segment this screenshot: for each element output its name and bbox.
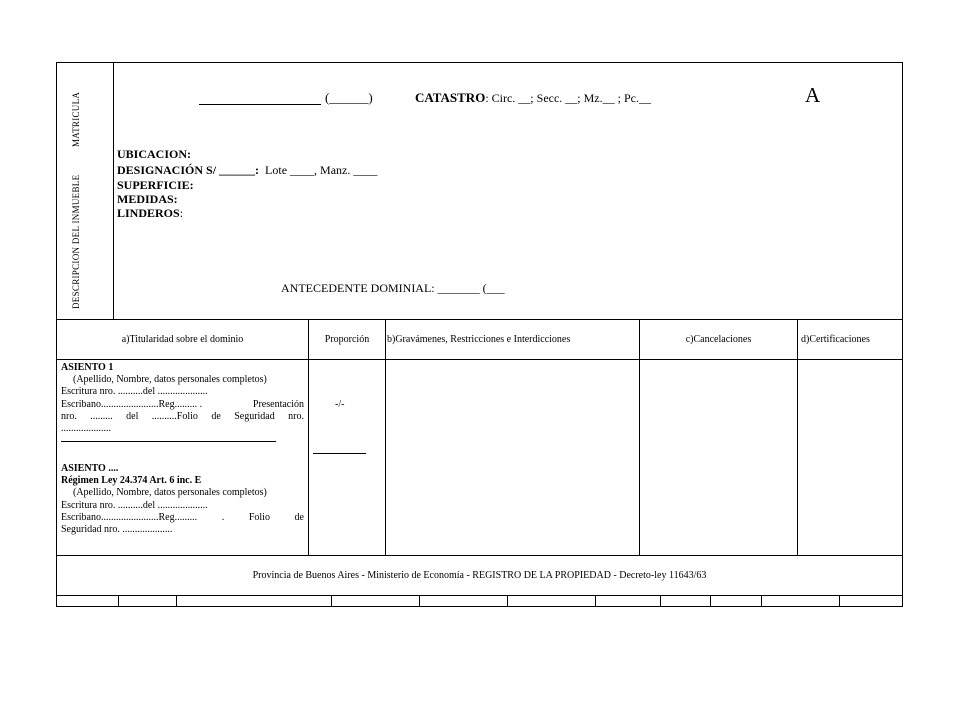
- header-titularidad: a)Titularidad sobre el dominio: [57, 319, 309, 359]
- asiento-1-escritura: Escritura nro. ..........del ....................: [61, 386, 208, 398]
- strip-divider: [118, 595, 119, 606]
- descripcion-inmueble-label: DESCRIPCION DEL INMUEBLE: [71, 174, 81, 309]
- proporcion-rule: [313, 452, 366, 454]
- form-footer: [57, 555, 902, 596]
- linderos-colon: :: [179, 206, 184, 220]
- header-gravamenes: b)Gravámenes, Restricciones e Interdicciones: [386, 319, 640, 359]
- linderos-line: [117, 206, 183, 221]
- strip-divider: [331, 595, 332, 606]
- side-label-column: [57, 63, 114, 319]
- asiento-2-apellido: (Apellido, Nombre, datos personales completos): [73, 487, 267, 499]
- strip-divider: [839, 595, 840, 606]
- asiento-2-escritura: Escritura nro. ..........del ....................: [61, 499, 208, 511]
- header-proporcion: Proporción: [309, 319, 386, 359]
- column-divider: [797, 359, 798, 555]
- strip-divider: [507, 595, 508, 606]
- asiento-2-regimen: Régimen Ley 24.374 Art. 6 inc. E: [61, 475, 202, 487]
- strip-divider: [595, 595, 596, 606]
- designacion-label: DESIGNACIÓN S/ ______:: [117, 163, 260, 177]
- column-divider: [385, 359, 386, 555]
- strip-divider: [761, 595, 762, 606]
- footer-text: Provincia de Buenos Aires - Ministerio de Economía - REGISTRO DE LA PROPIEDAD - Decreto-ley 11643/63: [252, 569, 707, 581]
- asiento-1-apellido: (Apellido, Nombre, datos personales completos): [73, 374, 267, 386]
- property-description-section: [57, 63, 902, 320]
- ubicacion-label: UBICACION:: [117, 147, 192, 161]
- columns-header: [57, 319, 902, 360]
- matricula-number-blank[interactable]: [199, 91, 321, 105]
- asiento-1-escribano-line: [61, 399, 304, 411]
- asiento-1-rule: [61, 435, 276, 442]
- strip-divider: [419, 595, 420, 606]
- strip-divider: [660, 595, 661, 606]
- superficie-label: SUPERFICIE:: [117, 178, 194, 192]
- designacion-fields: Lote ____, Manz. ____: [265, 163, 378, 177]
- asiento-2-title: ASIENTO ....: [61, 463, 119, 474]
- catastro-fields: : Circ. __; Secc. __; Mz.__ ; Pc.__: [485, 91, 651, 105]
- asiento-2-seguridad: Seguridad nro. ....................: [61, 524, 173, 536]
- asiento-2-escribano-line: Escribano.......................Reg......... . Folio de: [61, 511, 304, 523]
- asiento-2-block: [61, 463, 304, 536]
- catastro-line: [415, 90, 651, 106]
- header-certificaciones: d)Certificaciones: [801, 333, 870, 345]
- asiento-1-block: [61, 362, 304, 442]
- header-cancelaciones: c)Cancelaciones: [640, 319, 798, 359]
- matricula-paren-blank: (______): [325, 90, 373, 105]
- asiento-1-title: ASIENTO 1: [61, 362, 114, 373]
- antecedente-dominial: ANTECEDENTE DOMINIAL: _______ (___: [281, 281, 505, 295]
- strip-divider: [710, 595, 711, 606]
- bottom-cell-strip: [57, 595, 902, 606]
- asiento-1-dots: ....................: [61, 423, 111, 435]
- entries-row: [57, 359, 902, 556]
- proporcion-value: -/-: [335, 399, 345, 410]
- asiento-1-nro-line: nro. ......... del ..........Folio de Seguridad nro.: [61, 410, 304, 422]
- column-divider: [308, 359, 309, 555]
- designacion-line: [117, 163, 377, 178]
- column-divider: [639, 359, 640, 555]
- form-letter: A: [805, 83, 821, 107]
- linderos-label: LINDEROS: [117, 206, 180, 220]
- asiento-1-escribano: Escribano.......................Reg......... .: [61, 398, 203, 410]
- matricula-label: MATRICULA: [71, 91, 81, 147]
- strip-divider: [176, 595, 177, 606]
- medidas-label: MEDIDAS:: [117, 192, 178, 206]
- registry-form: [56, 62, 903, 607]
- catastro-label: CATASTRO: [415, 90, 486, 105]
- asiento-1-presentacion: Presentación: [252, 398, 304, 410]
